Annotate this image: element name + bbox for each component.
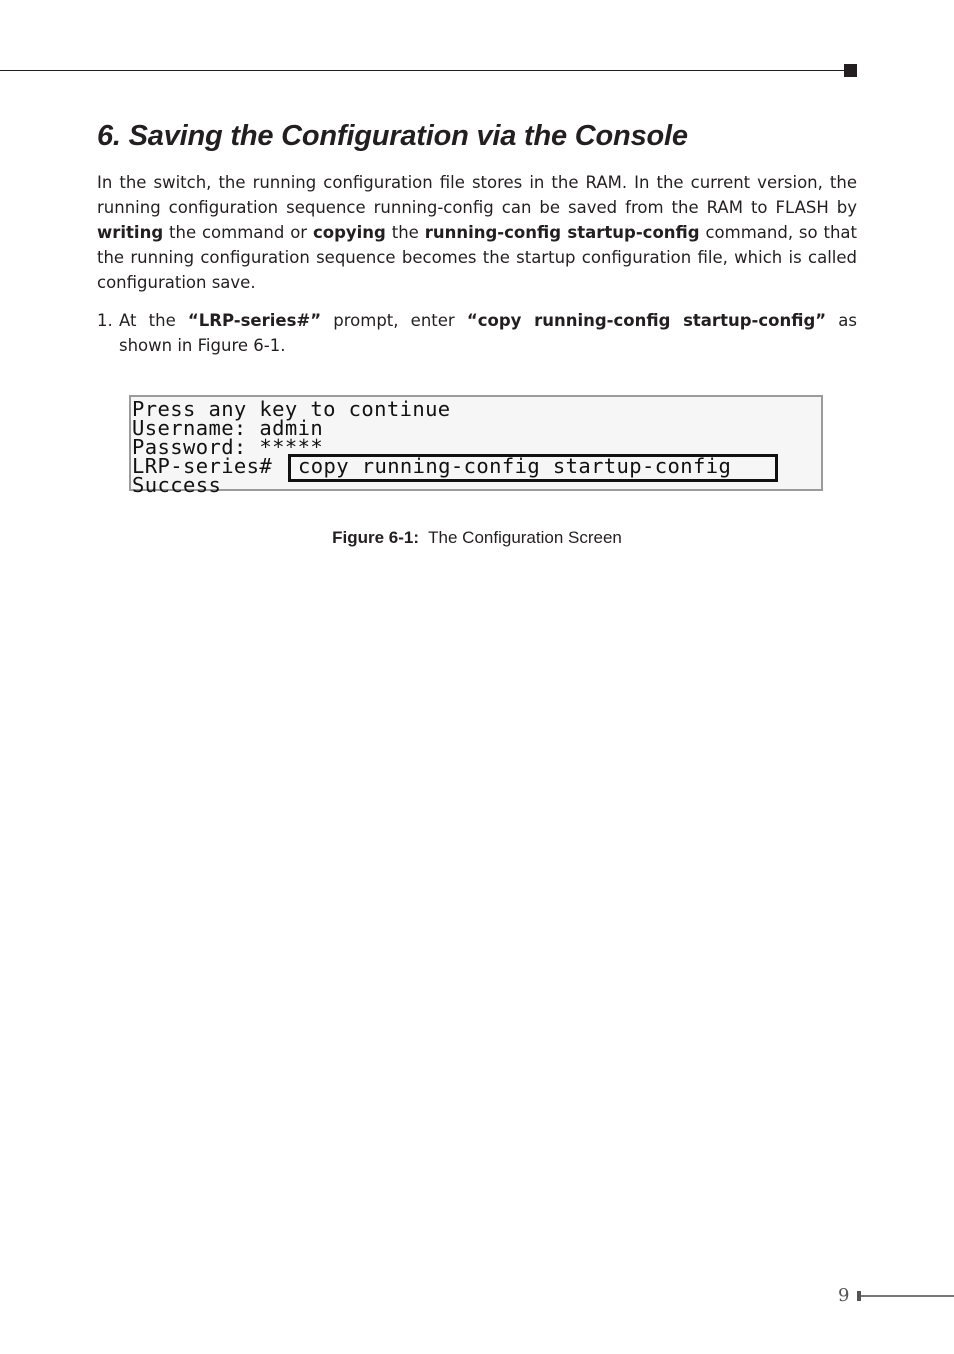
intro-bold-writing: writing	[97, 223, 164, 242]
step-bold-command: “copy running-config startup-config”	[466, 311, 827, 330]
intro-paragraph	[97, 170, 857, 295]
step-body	[119, 308, 857, 358]
intro-text-3: the	[385, 223, 425, 242]
console-screenshot	[129, 395, 823, 497]
console-prompt: LRP-series#	[132, 454, 273, 478]
footer-rule	[861, 1295, 954, 1297]
section-heading: 6. Saving the Configuration via the Console	[97, 120, 688, 152]
figure-title: The Configuration Screen	[428, 528, 622, 547]
intro-text-1: In the switch, the running configuration file stores in the RAM. In the current version, the running configuration sequence running-config can be saved from the RAM to FLASH by	[97, 173, 857, 217]
intro-text-4: command, so that the running configuration sequence becomes the startup configuration file, which is called configuration save.	[97, 223, 858, 292]
header-rule	[0, 70, 846, 71]
intro-bold-command: running-config startup-config	[424, 223, 700, 242]
step-text-2: prompt, enter	[321, 311, 467, 330]
console-line-press-key: Press any key to continue	[132, 397, 451, 421]
header-square-marker	[844, 64, 857, 77]
intro-text-2: the command or	[163, 223, 313, 242]
step-number: 1.	[97, 311, 113, 330]
console-line-password: Password: *****	[132, 435, 324, 459]
page-number: 9	[838, 1285, 850, 1306]
step-text-1: At the	[119, 311, 188, 330]
console-line-username: Username: admin	[132, 416, 324, 440]
step-1	[97, 308, 857, 358]
step-bold-prompt: “LRP-series#”	[187, 311, 322, 330]
figure-label: Figure 6-1:	[332, 528, 420, 547]
intro-bold-copying: copying	[312, 223, 386, 242]
figure-caption	[0, 528, 954, 548]
console-line-success: Success	[132, 473, 222, 497]
console-command: copy running-config startup-config	[298, 454, 732, 478]
step-text-3: as shown in Figure 6-1.	[119, 311, 857, 355]
